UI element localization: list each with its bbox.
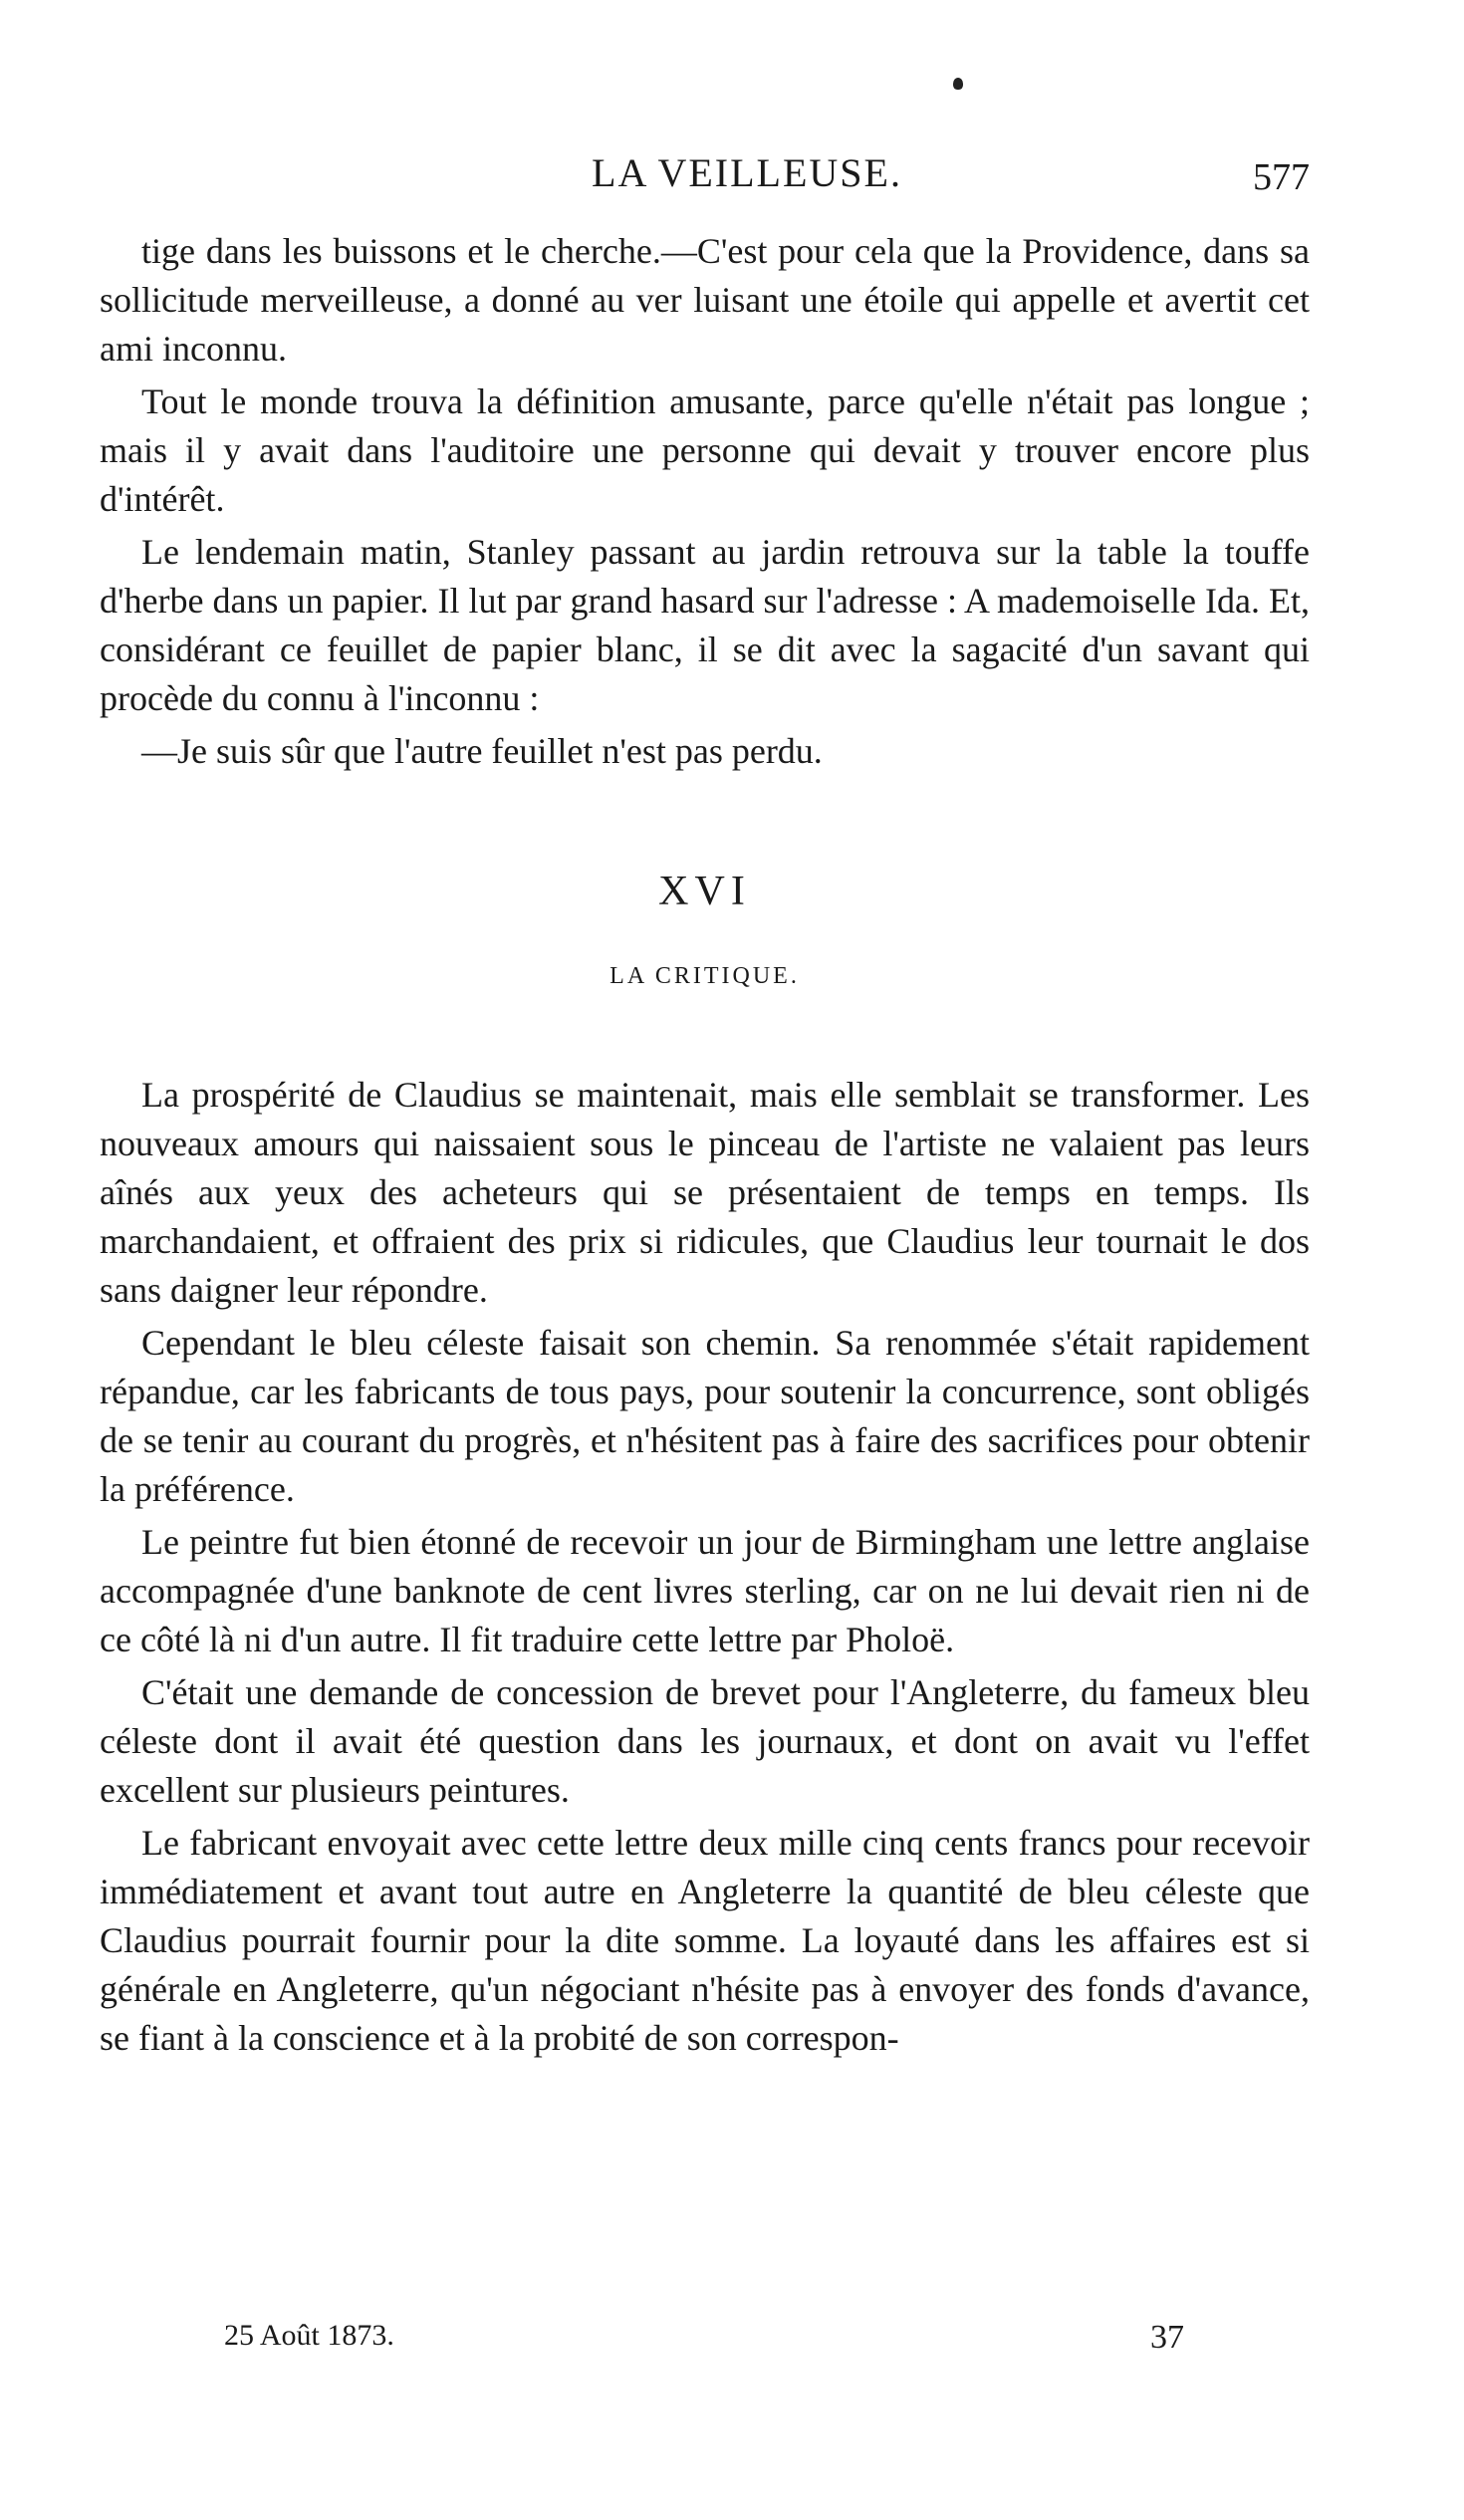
paragraph: Le fabricant envoyait avec cette lettre deux mille cinq cents francs pour recevoir immédiatement et avant tout autre en Angleterre la quantité de bleu céleste que Claudius pourrait fournir pour la dite somme. La loyauté dans les affaires est si générale en Angleterre, qu'un négociant n'hésite pas à envoyer des fonds d'avance, se fiant à la conscience et à la probité de son correspon-: [100, 1823, 1310, 2058]
dialogue-line: —Je suis sûr que l'autre feuillet n'est pas perdu.: [141, 731, 823, 771]
chapter-title: LA CRITIQUE.: [610, 963, 800, 989]
paragraph: C'était une demande de concession de brevet pour l'Angleterre, du fameux bleu céleste dont il avait été question dans les journaux, et dont on avait vu l'effet excellent sur plusieurs peintures.: [100, 1672, 1310, 1810]
running-title: LA VEILLEUSE.: [592, 150, 902, 195]
paragraph: Le peintre fut bien étonné de recevoir un jour de Birmingham une lettre anglaise accompagnée d'une banknote de cent livres sterling, car on ne lui devait rien ni de ce côté là ni d'un autre. Il fit traduire cette lettre par Pholoë.: [100, 1522, 1310, 1659]
paragraph: Le lendemain matin, Stanley passant au jardin retrouva sur la table la touffe d'herbe dans un papier. Il lut par grand hasard sur l'adresse : A mademoiselle Ida. Et, considérant ce feuillet de papier blanc, il se dit avec la sagacité d'un savant qui procède du connu à l'inconnu :: [100, 532, 1310, 718]
publication-date: 25 Août 1873.: [224, 2319, 394, 2352]
body-text: [100, 227, 1310, 2067]
chapter-number: XVI: [658, 869, 751, 914]
ink-speck: [953, 78, 963, 90]
paragraph: Tout le monde trouva la définition amusante, parce qu'elle n'était pas longue ; mais il y avait dans l'auditoire une personne qui devait y trouver encore plus d'intérêt.: [100, 381, 1310, 519]
page-number: 577: [1253, 156, 1310, 198]
paragraph: La prospérité de Claudius se maintenait, mais elle semblait se transformer. Les nouveaux amours qui naissaient sous le pinceau de l'artiste ne valaient pas leurs aînés aux yeux des acheteurs qui se présentaient de temps en temps. Ils marchandaient, et offraient des prix si ridicules, que Claudius leur tournait le dos sans daigner leur répondre.: [100, 1075, 1310, 1310]
paragraph: tige dans les buissons et le cherche.—C'est pour cela que la Providence, dans sa sollicitude merveilleuse, a donné au ver luisant une étoile qui appelle et avertit cet ami inconnu.: [100, 231, 1310, 369]
page-footer: [100, 2319, 1310, 2369]
page-header: [100, 149, 1310, 209]
sheet-number: 37: [1150, 2319, 1184, 2356]
paragraph: Cependant le bleu céleste faisait son chemin. Sa renommée s'était rapidement répandue, car les fabricants de tous pays, pour soutenir la concurrence, sont obligés de se tenir au courant du progrès, et n'hésitent pas à faire des sacrifices pour obtenir la préférence.: [100, 1323, 1310, 1509]
